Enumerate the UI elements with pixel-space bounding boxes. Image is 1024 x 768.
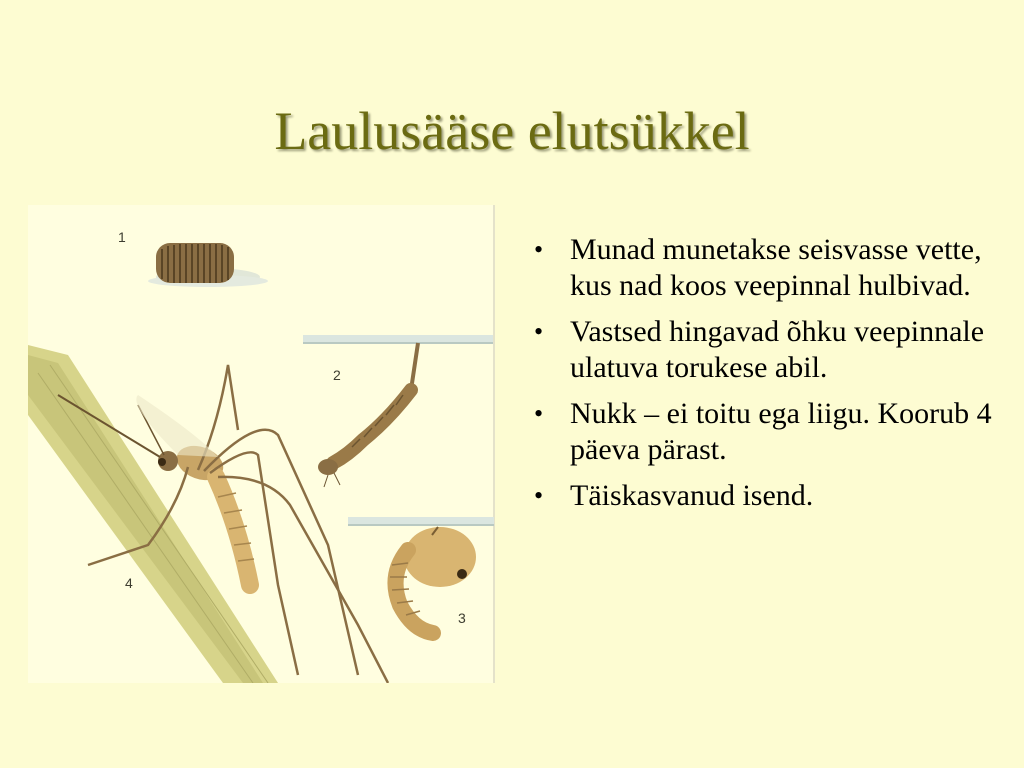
- bullet-text: Munad munetakse seisvasse vette, kus nad koos veepinnal hulbivad.: [570, 233, 982, 302]
- stage-label-1: 1: [118, 229, 126, 245]
- stage-label-4: 4: [125, 575, 133, 591]
- bullet-list: [530, 232, 1024, 524]
- bullet-item: [530, 478, 1024, 514]
- bullet-dot-icon: •: [534, 481, 544, 510]
- egg-raft-drawing: [148, 243, 268, 287]
- lifecycle-drawing: [28, 205, 495, 683]
- bullet-text: Vastsed hingavad õhku veepinnale ulatuva torukese abil.: [570, 315, 985, 384]
- bullet-text: Nukk – ei toitu ega liigu. Koorub 4 päeva pärast.: [570, 397, 992, 466]
- bullet-dot-icon: •: [534, 317, 544, 346]
- mosquito-lifecycle-illustration: [28, 205, 495, 683]
- stage-label-2: 2: [333, 367, 341, 383]
- bullet-dot-icon: •: [534, 235, 544, 264]
- bullet-item: [530, 396, 1024, 468]
- pupa-drawing: [348, 517, 494, 633]
- bullet-item: [530, 314, 1024, 386]
- slide-title: Laulusääse elutsükkel: [274, 101, 750, 161]
- stage-label-3: 3: [458, 610, 466, 626]
- adult-mosquito-drawing: [28, 345, 388, 683]
- bullet-dot-icon: •: [534, 399, 544, 428]
- larva-drawing: [303, 335, 493, 487]
- bullet-item: [530, 232, 1024, 304]
- bullet-text: Täiskasvanud isend.: [570, 479, 814, 512]
